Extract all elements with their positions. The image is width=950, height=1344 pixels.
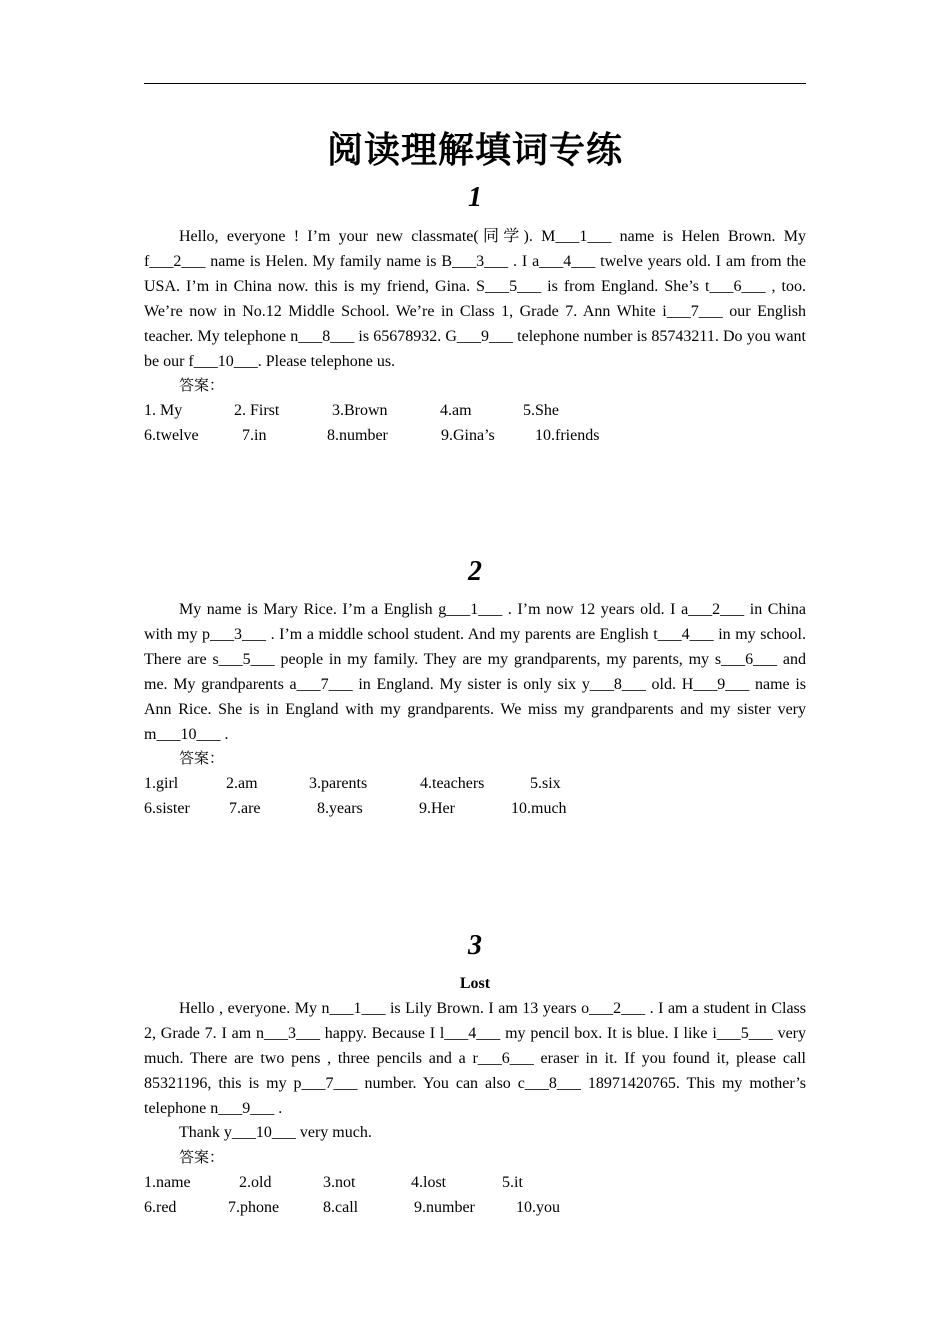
section-1-passage: Hello, everyone ! I’m your new classmate(同学). M___1___ name is Helen Brown. My f___2___ name is Helen. My family name is B___3___ . I a___4___ twelve years old. I am from the USA. I’m in China now. this is my friend, Gina. S___5___ is from England. She’s t___6___ , too. We’re now in No.12 Middle School. We’re in Class 1, Grade 7. Ann White i___7___ our English teacher. My telephone n___8___ is 65678932. G___9___ telephone number is 85743211. Do you want be our f___10___. Please telephone us. — [144, 228, 806, 370]
section-3-closing-line: Thank y___10___ very much. — [179, 1124, 372, 1141]
answer-item: 1. My — [144, 402, 183, 419]
answer-item: 3.parents — [309, 775, 368, 792]
answer-item: 6.sister — [144, 800, 190, 817]
answer-item: 1.girl — [144, 775, 179, 792]
answer-item: 2.am — [226, 775, 258, 792]
answer-item: 4.am — [440, 402, 472, 419]
answer-item: 7.in — [242, 427, 267, 444]
answer-item: 8.years — [317, 800, 363, 817]
section-2-passage: My name is Mary Rice. I’m a English g___1___ . I’m now 12 years old. I a___2___ in China with my p___3___ . I’m a middle school student. And my parents are English t___4___ in my school. There are s___5___ people in my family. They are my grandparents, my parents, my s___6___ and me. My grandparents a___7___ in England. My sister is only six y___8___ old. H___9___ name is Ann Rice. She is in England with my grandparents. We miss my grandparents and my sister very m___10___ . — [144, 601, 806, 743]
answer-item: 3.Brown — [332, 402, 388, 419]
section-3-answer-row-1 — [144, 1170, 806, 1195]
answer-item: 9.number — [414, 1199, 475, 1216]
section-2-answer-row-2 — [144, 796, 806, 821]
section-3-subtitle: Lost — [459, 975, 491, 992]
answer-item: 5.six — [530, 775, 561, 792]
section-1-answer-label: 答案： — [179, 376, 225, 394]
answer-item: 8.number — [327, 427, 388, 444]
section-3-number: 3 — [468, 930, 482, 961]
answer-item: 10.friends — [535, 427, 600, 444]
section-2-answer-label: 答案： — [179, 749, 225, 767]
answer-item: 9.Her — [419, 800, 455, 817]
answer-item: 6.red — [144, 1199, 177, 1216]
section-3-answer-row-2 — [144, 1195, 806, 1220]
answer-item: 9.Gina’s — [441, 427, 495, 444]
answer-item: 4.teachers — [420, 775, 485, 792]
answer-item: 5.She — [523, 402, 559, 419]
section-3-passage: Hello , everyone. My n___1___ is Lily Brown. I am 13 years o___2___ . I am a student in Class 2, Grade 7. I am n___3___ happy. Because I l___4___ my pencil box. It is blue. I like i___5___ very much. There are two pens , three pencils and a r___6___ eraser in it. If you found it, please call 85321196, this is my p___7___ number. You can also c___8___ 18971420765. This my mother’s telephone n___9___ . — [144, 1000, 806, 1117]
answer-item: 6.twelve — [144, 427, 199, 444]
section-2-number: 2 — [468, 556, 482, 587]
answer-item: 1.name — [144, 1174, 191, 1191]
answer-item: 3.not — [323, 1174, 356, 1191]
answer-item: 10.much — [511, 800, 567, 817]
answer-item: 2. First — [234, 402, 280, 419]
answer-item: 7.are — [229, 800, 261, 817]
section-1-answer-row-1 — [144, 398, 806, 423]
answer-item: 7.phone — [228, 1199, 280, 1216]
answer-item: 2.old — [239, 1174, 272, 1191]
section-3-answer-label: 答案： — [179, 1148, 225, 1166]
section-1-answer-row-2 — [144, 423, 806, 448]
page-title: 阅读理解填词专练 — [326, 129, 623, 171]
answer-item: 10.you — [516, 1199, 560, 1216]
section-1-number: 1 — [468, 182, 482, 213]
answer-item: 5.it — [502, 1174, 523, 1191]
header-rule — [144, 83, 806, 84]
section-2-answer-row-1 — [144, 771, 806, 796]
answer-item: 8.call — [323, 1199, 359, 1216]
answer-item: 4.lost — [411, 1174, 447, 1191]
